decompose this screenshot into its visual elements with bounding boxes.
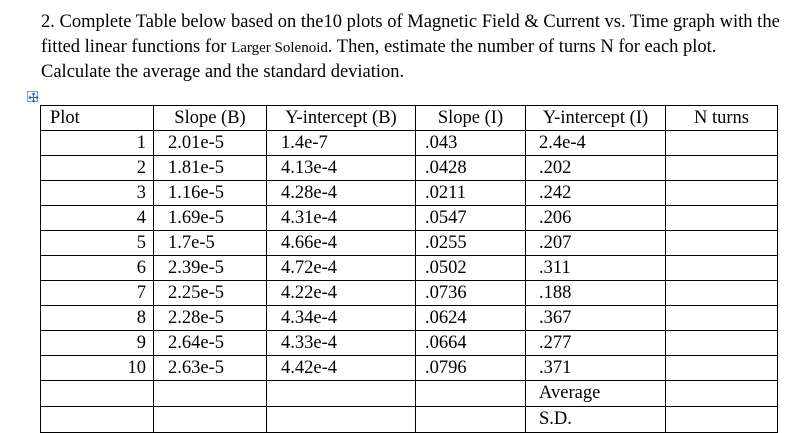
cell-slope-b: 1.69e-5 — [154, 206, 267, 231]
header-plot: Plot — [41, 106, 154, 131]
cell-yint-i: .206 — [526, 206, 666, 231]
header-slope-b: Slope (B) — [154, 106, 267, 131]
table-row — [41, 331, 778, 356]
cell-plot: 2 — [41, 156, 154, 181]
cell-plot: 3 — [41, 181, 154, 206]
cell-plot: 8 — [41, 306, 154, 331]
cell-slope-i: .0502 — [416, 256, 526, 281]
cell-yint-i: .202 — [526, 156, 666, 181]
empty-cell[interactable] — [416, 407, 526, 433]
cell-yint-i: .242 — [526, 181, 666, 206]
empty-cell[interactable] — [41, 407, 154, 433]
average-row — [41, 381, 778, 407]
cell-slope-i: .0664 — [416, 331, 526, 356]
empty-cell[interactable] — [267, 407, 416, 433]
cell-plot: 9 — [41, 331, 154, 356]
cell-slope-i: .0796 — [416, 356, 526, 381]
cell-slope-i: .0547 — [416, 206, 526, 231]
cell-n-turns[interactable] — [666, 356, 778, 381]
cell-slope-i: .0211 — [416, 181, 526, 206]
cell-yint-i: .371 — [526, 356, 666, 381]
cell-slope-i: .0255 — [416, 231, 526, 256]
table-move-handle-icon[interactable] — [27, 91, 38, 102]
table-row — [41, 156, 778, 181]
cell-slope-b: 2.28e-5 — [154, 306, 267, 331]
question-text-part2: . Then, estimate the number of turns N for each plot. Calculate the average and the standard deviation. — [41, 36, 717, 82]
cell-slope-b: 2.25e-5 — [154, 281, 267, 306]
empty-cell[interactable] — [267, 381, 416, 407]
cell-n-turns[interactable] — [666, 331, 778, 356]
cell-slope-i: .0428 — [416, 156, 526, 181]
cell-n-turns[interactable] — [666, 231, 778, 256]
cell-slope-b: 2.01e-5 — [154, 131, 267, 156]
cell-yint-b: 4.34e-4 — [267, 306, 416, 331]
cell-yint-b: 1.4e-7 — [267, 131, 416, 156]
header-n-turns: N turns — [666, 106, 778, 131]
cell-slope-b: 1.7e-5 — [154, 231, 267, 256]
cell-slope-i: .043 — [416, 131, 526, 156]
cell-plot: 6 — [41, 256, 154, 281]
cell-n-turns[interactable] — [666, 281, 778, 306]
cell-yint-i: .367 — [526, 306, 666, 331]
table-row — [41, 131, 778, 156]
header-row — [41, 106, 778, 131]
empty-cell[interactable] — [666, 407, 778, 433]
average-label: Average — [526, 381, 666, 407]
cell-n-turns[interactable] — [666, 206, 778, 231]
table-row — [41, 306, 778, 331]
cell-slope-b: 2.64e-5 — [154, 331, 267, 356]
cell-n-turns[interactable] — [666, 256, 778, 281]
cell-slope-b: 2.63e-5 — [154, 356, 267, 381]
empty-cell[interactable] — [416, 381, 526, 407]
cell-slope-b: 1.16e-5 — [154, 181, 267, 206]
solenoid-label: Larger Solenoid — [231, 39, 328, 56]
table-row — [41, 356, 778, 381]
table-row — [41, 231, 778, 256]
cell-yint-b: 4.28e-4 — [267, 181, 416, 206]
header-yint-b: Y-intercept (B) — [267, 106, 416, 131]
header-yint-i: Y-intercept (I) — [526, 106, 666, 131]
cell-n-turns[interactable] — [666, 181, 778, 206]
cell-yint-b: 4.42e-4 — [267, 356, 416, 381]
cell-slope-b: 2.39e-5 — [154, 256, 267, 281]
cell-yint-b: 4.33e-4 — [267, 331, 416, 356]
table-row — [41, 256, 778, 281]
header-slope-i: Slope (I) — [416, 106, 526, 131]
cell-yint-i: .311 — [526, 256, 666, 281]
sd-row — [41, 407, 778, 433]
sd-label: S.D. — [526, 407, 666, 433]
cell-plot: 10 — [41, 356, 154, 381]
cell-yint-b: 4.66e-4 — [267, 231, 416, 256]
cell-plot: 5 — [41, 231, 154, 256]
cell-slope-i: .0736 — [416, 281, 526, 306]
cell-plot: 4 — [41, 206, 154, 231]
cell-yint-b: 4.13e-4 — [267, 156, 416, 181]
cell-yint-i: 2.4e-4 — [526, 131, 666, 156]
cell-yint-i: .277 — [526, 331, 666, 356]
empty-cell[interactable] — [154, 407, 267, 433]
results-table-body — [41, 106, 778, 433]
cell-n-turns[interactable] — [666, 156, 778, 181]
cell-yint-b: 4.72e-4 — [267, 256, 416, 281]
empty-cell[interactable] — [41, 381, 154, 407]
cell-plot: 1 — [41, 131, 154, 156]
cell-yint-b: 4.22e-4 — [267, 281, 416, 306]
cell-slope-b: 1.81e-5 — [154, 156, 267, 181]
question-text-part1: 2. Complete Table below based on the10 plots of Magnetic Field & Current vs. Time graph with the fitted linear functions for — [41, 12, 780, 57]
table-row — [41, 206, 778, 231]
table-row — [41, 181, 778, 206]
empty-cell[interactable] — [666, 381, 778, 407]
cell-yint-i: .207 — [526, 231, 666, 256]
cell-yint-b: 4.31e-4 — [267, 206, 416, 231]
cell-plot: 7 — [41, 281, 154, 306]
cell-slope-i: .0624 — [416, 306, 526, 331]
results-table — [40, 105, 778, 433]
cell-n-turns[interactable] — [666, 306, 778, 331]
empty-cell[interactable] — [154, 381, 267, 407]
question-text — [41, 10, 781, 85]
cell-n-turns[interactable] — [666, 131, 778, 156]
table-row — [41, 281, 778, 306]
cell-yint-i: .188 — [526, 281, 666, 306]
